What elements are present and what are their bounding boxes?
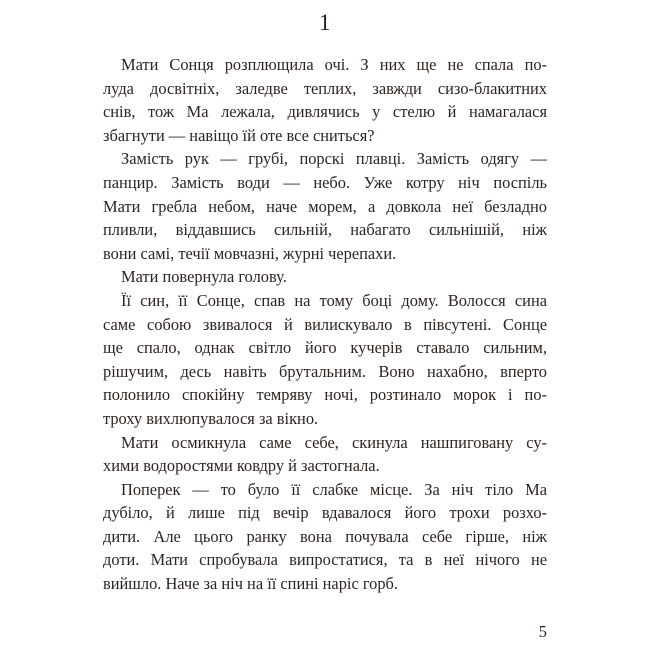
paragraph-6 bbox=[103, 478, 547, 596]
chapter-number: 1 bbox=[319, 10, 331, 35]
text-line: Замість рук — грубі, порскі плавці. Замість одягу — bbox=[121, 149, 547, 169]
text-line: вийшло. Наче за ніч на її спині наріс горб. bbox=[103, 574, 398, 594]
paragraph-2 bbox=[103, 147, 547, 265]
text-line: снів, тож Ма лежала, дивлячись у стелю й намагалася bbox=[103, 102, 547, 122]
text-line: ще спало, однак світло його кучерів ставало сильним, bbox=[103, 338, 547, 358]
text-line: луда досвітніх, заледве теплих, завжди сизо-блакитних bbox=[103, 78, 547, 98]
text-line: троху вихлюпувалося за вікно. bbox=[103, 408, 319, 428]
text-line: збагнути — навіщо їй оте все сниться? bbox=[103, 125, 375, 145]
text-line: хими водоростями ковдру й застогнала. bbox=[103, 456, 380, 476]
text-line: Її син, її Сонце, спав на тому боці дому. Волосся сина bbox=[121, 290, 547, 310]
text-line: Мати осмикнула саме себе, скинула нашпиговану су- bbox=[121, 432, 547, 452]
text-line: доти. Мати спробувала випростатися, та в неї нічого не bbox=[103, 550, 547, 570]
paragraph-3 bbox=[103, 265, 547, 289]
paragraph-5 bbox=[103, 431, 547, 478]
text-line: дубіло, й лише під вечір вдавалося його трохи розхо- bbox=[103, 503, 547, 523]
body-text-block bbox=[103, 53, 547, 596]
text-line: Поперек — то було її слабке місце. За ніч тіло Ма bbox=[121, 479, 547, 499]
text-line: полонило спокійну темряву ночі, розтинало морок і по- bbox=[103, 385, 547, 405]
paragraph-1 bbox=[103, 53, 547, 147]
text-line: рішучим, десь навіть брутальним. Воно нахабно, вперто bbox=[103, 361, 547, 381]
text-line: Мати Сонця розплющила очі. З них ще не спала по- bbox=[121, 55, 547, 74]
text-line: Мати гребла небом, наче морем, а довкола неї безладно bbox=[103, 196, 547, 216]
text-line: Мати повернула голову. bbox=[121, 267, 287, 287]
text-line: панцир. Замість води — небо. Уже котру ніч поспіль bbox=[103, 172, 547, 192]
text-line: саме собою звивалося й вилискувало в півсутені. Сонце bbox=[103, 314, 547, 334]
text-line: пливли, віддавшись сильній, набагато сильнішій, ніж bbox=[103, 220, 547, 240]
text-line: вони самі, течії мовчазні, журні черепахи. bbox=[103, 243, 397, 263]
page-number: 5 bbox=[538, 622, 547, 641]
paragraph-4 bbox=[103, 289, 547, 431]
text-line: дити. Але цього ранку вона почувала себе гірше, ніж bbox=[103, 526, 547, 546]
